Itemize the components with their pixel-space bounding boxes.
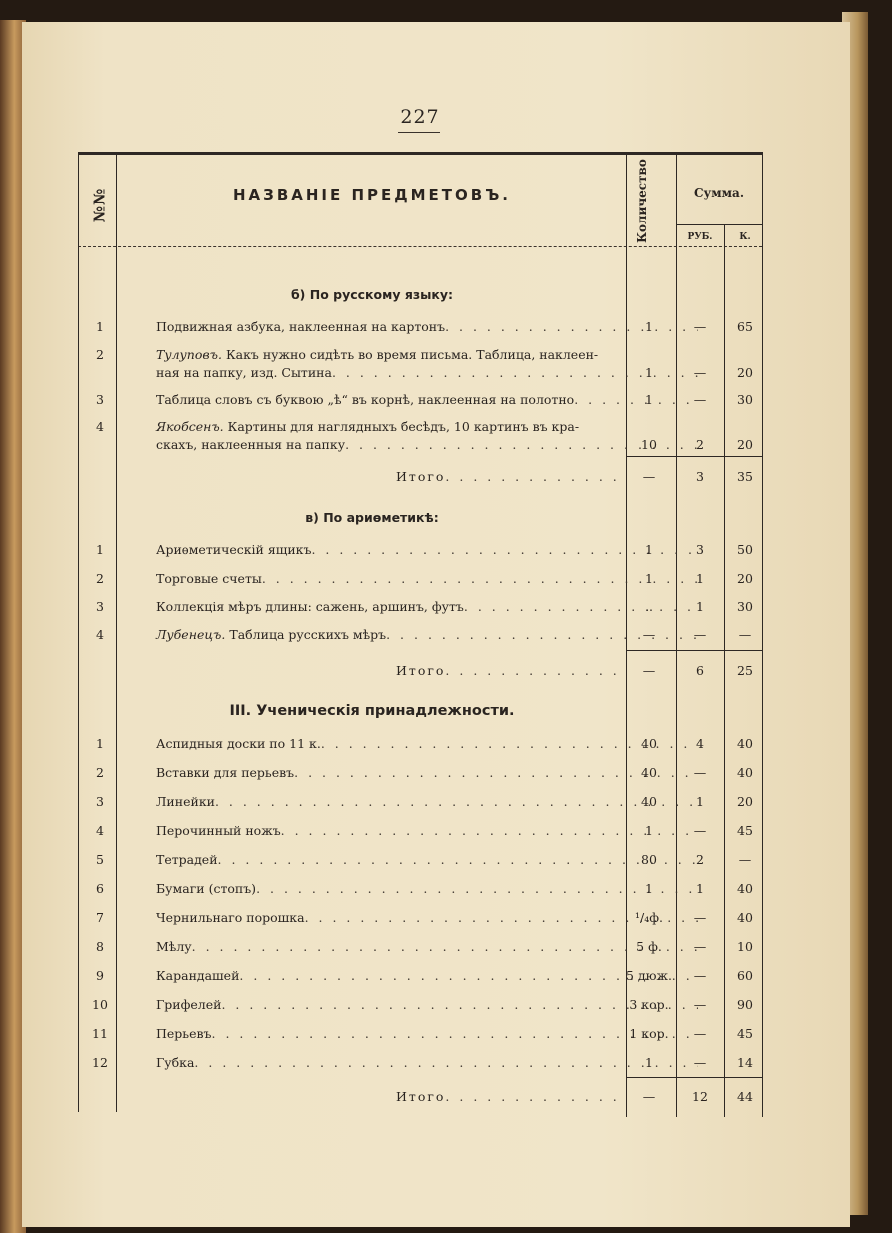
item-name: Чернильнаго порошка . . . bbox=[156, 909, 698, 927]
total-rub: 12 bbox=[692, 1089, 708, 1104]
section-title: в) По ариѳметикѣ: bbox=[305, 510, 439, 525]
item-name: Ариѳметическій ящикъ . . . bbox=[156, 541, 698, 559]
header-title: НАЗВАНІЕ ПРЕДМЕТОВЪ. bbox=[233, 186, 511, 204]
header-bottom-rule bbox=[78, 246, 762, 247]
item-rub: — bbox=[693, 1026, 707, 1041]
row-number: 3 bbox=[96, 599, 104, 614]
item-kop: 40 bbox=[737, 765, 753, 780]
item-rub: — bbox=[693, 319, 707, 334]
row-number: 1 bbox=[96, 319, 104, 334]
item-author: Лубенецъ. bbox=[156, 627, 226, 642]
item-name: Лубенецъ. Таблица русскихъ мѣръ . . . bbox=[156, 626, 698, 644]
item-rub: — bbox=[693, 910, 707, 925]
row-number: 2 bbox=[96, 765, 104, 780]
item-kop: 20 bbox=[737, 571, 753, 586]
sum-subheader-rule bbox=[676, 224, 762, 225]
item-name: Тулуповъ. Какъ нужно сидѣть во время письма. Таблица, наклеен- ная на папку, изд. Сытина . . . bbox=[156, 346, 698, 382]
item-name: Коллекція мѣръ длины: сажень, аршинъ, футъ . . . bbox=[156, 598, 698, 616]
item-kop: 90 bbox=[737, 997, 753, 1012]
row-number: 2 bbox=[96, 347, 104, 362]
item-rub: 1 bbox=[696, 599, 704, 614]
item-name: Аспидныя доски по 11 к. . . . bbox=[156, 735, 698, 753]
item-name: Перьевъ . . . bbox=[156, 1025, 698, 1043]
total-kop: 35 bbox=[737, 469, 753, 484]
header-rub: РУБ. bbox=[687, 232, 713, 242]
item-quantity: 1 bbox=[645, 823, 653, 838]
page-number: 227 bbox=[400, 106, 440, 128]
item-name: Торговые счеты . . . bbox=[156, 570, 698, 588]
item-rub: 2 bbox=[696, 437, 704, 452]
row-number: 4 bbox=[96, 823, 104, 838]
header-sum: Сумма. bbox=[693, 186, 745, 200]
item-name: Подвижная азбука, наклеенная на картонъ . . . bbox=[156, 318, 698, 336]
item-kop: 20 bbox=[737, 437, 753, 452]
item-kop: — bbox=[738, 627, 752, 642]
item-name: Карандашей . . . bbox=[156, 967, 698, 985]
total-label: Итого . . . bbox=[396, 662, 620, 680]
item-rub: — bbox=[693, 968, 707, 983]
item-quantity: ¹/₄ф. bbox=[635, 910, 663, 925]
total-kop: 44 bbox=[737, 1089, 753, 1104]
item-quantity: 1 bbox=[645, 1055, 653, 1070]
item-kop: 40 bbox=[737, 736, 753, 751]
item-quantity: 1 bbox=[645, 542, 653, 557]
item-name: Линейки . . . bbox=[156, 793, 698, 811]
subtotal-rule bbox=[626, 650, 762, 651]
item-name: Вставки для перьевъ . . . bbox=[156, 764, 698, 782]
item-author: Тулуповъ. bbox=[156, 347, 222, 362]
item-rub: — bbox=[693, 1055, 707, 1070]
item-quantity: 5 ф. bbox=[636, 939, 662, 954]
subtotal-rule bbox=[626, 456, 762, 457]
header-number: №№ bbox=[90, 187, 109, 223]
item-kop: — bbox=[738, 852, 752, 867]
item-quantity: 5 дюж. bbox=[626, 968, 672, 983]
item-quantity: 1 bbox=[645, 392, 653, 407]
row-number: 11 bbox=[92, 1026, 108, 1041]
item-rub: 2 bbox=[696, 852, 704, 867]
row-number: 1 bbox=[96, 542, 104, 557]
item-author: Якобсенъ. bbox=[156, 419, 224, 434]
row-number: 12 bbox=[92, 1055, 108, 1070]
item-kop: 14 bbox=[737, 1055, 753, 1070]
item-kop: 20 bbox=[737, 794, 753, 809]
item-name: Бумаги (стопъ) . . . bbox=[156, 880, 698, 898]
item-quantity: 3 кор. bbox=[629, 997, 669, 1012]
item-quantity: 80 bbox=[641, 852, 657, 867]
item-rub: 4 bbox=[696, 736, 704, 751]
row-number: 10 bbox=[92, 997, 108, 1012]
page-number-rule bbox=[398, 132, 440, 133]
item-kop: 40 bbox=[737, 910, 753, 925]
row-number: 1 bbox=[96, 736, 104, 751]
item-name: Мѣлу . . . bbox=[156, 938, 698, 956]
item-name: Якобсенъ. Картины для наглядныхъ бесѣдъ, 10 картинъ въ кра- скахъ, наклеенныя на папку . . . bbox=[156, 418, 698, 454]
item-quantity: 40 bbox=[641, 794, 657, 809]
item-kop: 65 bbox=[737, 319, 753, 334]
total-kop: 25 bbox=[737, 663, 753, 678]
row-number: 5 bbox=[96, 852, 104, 867]
total-label: Итого . . . bbox=[396, 1088, 620, 1106]
item-kop: 60 bbox=[737, 968, 753, 983]
item-rub: — bbox=[693, 392, 707, 407]
item-name: Грифелей . . . bbox=[156, 996, 698, 1014]
item-kop: 10 bbox=[737, 939, 753, 954]
item-rub: 1 bbox=[696, 794, 704, 809]
item-quantity: .. bbox=[645, 599, 653, 614]
subtotal-rule bbox=[626, 1077, 762, 1078]
total-quantity: — bbox=[642, 1089, 656, 1104]
row-number: 2 bbox=[96, 571, 104, 586]
header-kop: К. bbox=[739, 232, 751, 242]
total-rub: 3 bbox=[696, 469, 704, 484]
item-quantity: 1 bbox=[645, 319, 653, 334]
total-rub: 6 bbox=[696, 663, 704, 678]
row-number: 7 bbox=[96, 910, 104, 925]
item-rub: — bbox=[693, 823, 707, 838]
item-kop: 50 bbox=[737, 542, 753, 557]
item-kop: 45 bbox=[737, 1026, 753, 1041]
item-quantity: 1 кор. bbox=[629, 1026, 669, 1041]
row-number: 4 bbox=[96, 627, 104, 642]
row-number: 9 bbox=[96, 968, 104, 983]
item-name: Тетрадей . . . bbox=[156, 851, 698, 869]
item-kop: 45 bbox=[737, 823, 753, 838]
item-quantity: 1 bbox=[645, 365, 653, 380]
item-kop: 30 bbox=[737, 599, 753, 614]
header-quantity: Количество bbox=[635, 159, 650, 243]
row-number: 4 bbox=[96, 419, 104, 434]
table-top-rule bbox=[78, 152, 762, 155]
section-title: б) По русскому языку: bbox=[290, 287, 454, 302]
item-quantity: 40 bbox=[641, 736, 657, 751]
item-name: Губка . . . bbox=[156, 1054, 698, 1072]
total-quantity: — bbox=[642, 663, 656, 678]
item-rub: — bbox=[693, 939, 707, 954]
item-rub: — bbox=[693, 627, 707, 642]
item-rub: — bbox=[693, 997, 707, 1012]
item-quantity: 10 bbox=[641, 437, 657, 452]
item-rub: 1 bbox=[696, 881, 704, 896]
item-kop: 40 bbox=[737, 881, 753, 896]
row-number: 3 bbox=[96, 794, 104, 809]
total-label: Итого . . . bbox=[396, 468, 620, 486]
total-quantity: — bbox=[642, 469, 656, 484]
item-quantity: 1 bbox=[645, 571, 653, 586]
rub-column-rule bbox=[724, 224, 725, 1117]
item-kop: 20 bbox=[737, 365, 753, 380]
row-number: 6 bbox=[96, 881, 104, 896]
item-rub: — bbox=[693, 365, 707, 380]
item-quantity: 1 bbox=[645, 881, 653, 896]
item-name: Таблица словъ съ буквою „ѣ“ въ корнѣ, наклеенная на полотно . . . bbox=[156, 391, 698, 409]
row-number: 8 bbox=[96, 939, 104, 954]
item-rub: 3 bbox=[696, 542, 704, 557]
row-number: 3 bbox=[96, 392, 104, 407]
item-name: Перочинный ножъ . . . bbox=[156, 822, 698, 840]
item-kop: 30 bbox=[737, 392, 753, 407]
item-rub: 1 bbox=[696, 571, 704, 586]
section-title: III. Ученическія принадлежности. bbox=[229, 703, 515, 719]
item-quantity: 40 bbox=[641, 765, 657, 780]
item-rub: — bbox=[693, 765, 707, 780]
item-quantity: — bbox=[642, 627, 656, 642]
